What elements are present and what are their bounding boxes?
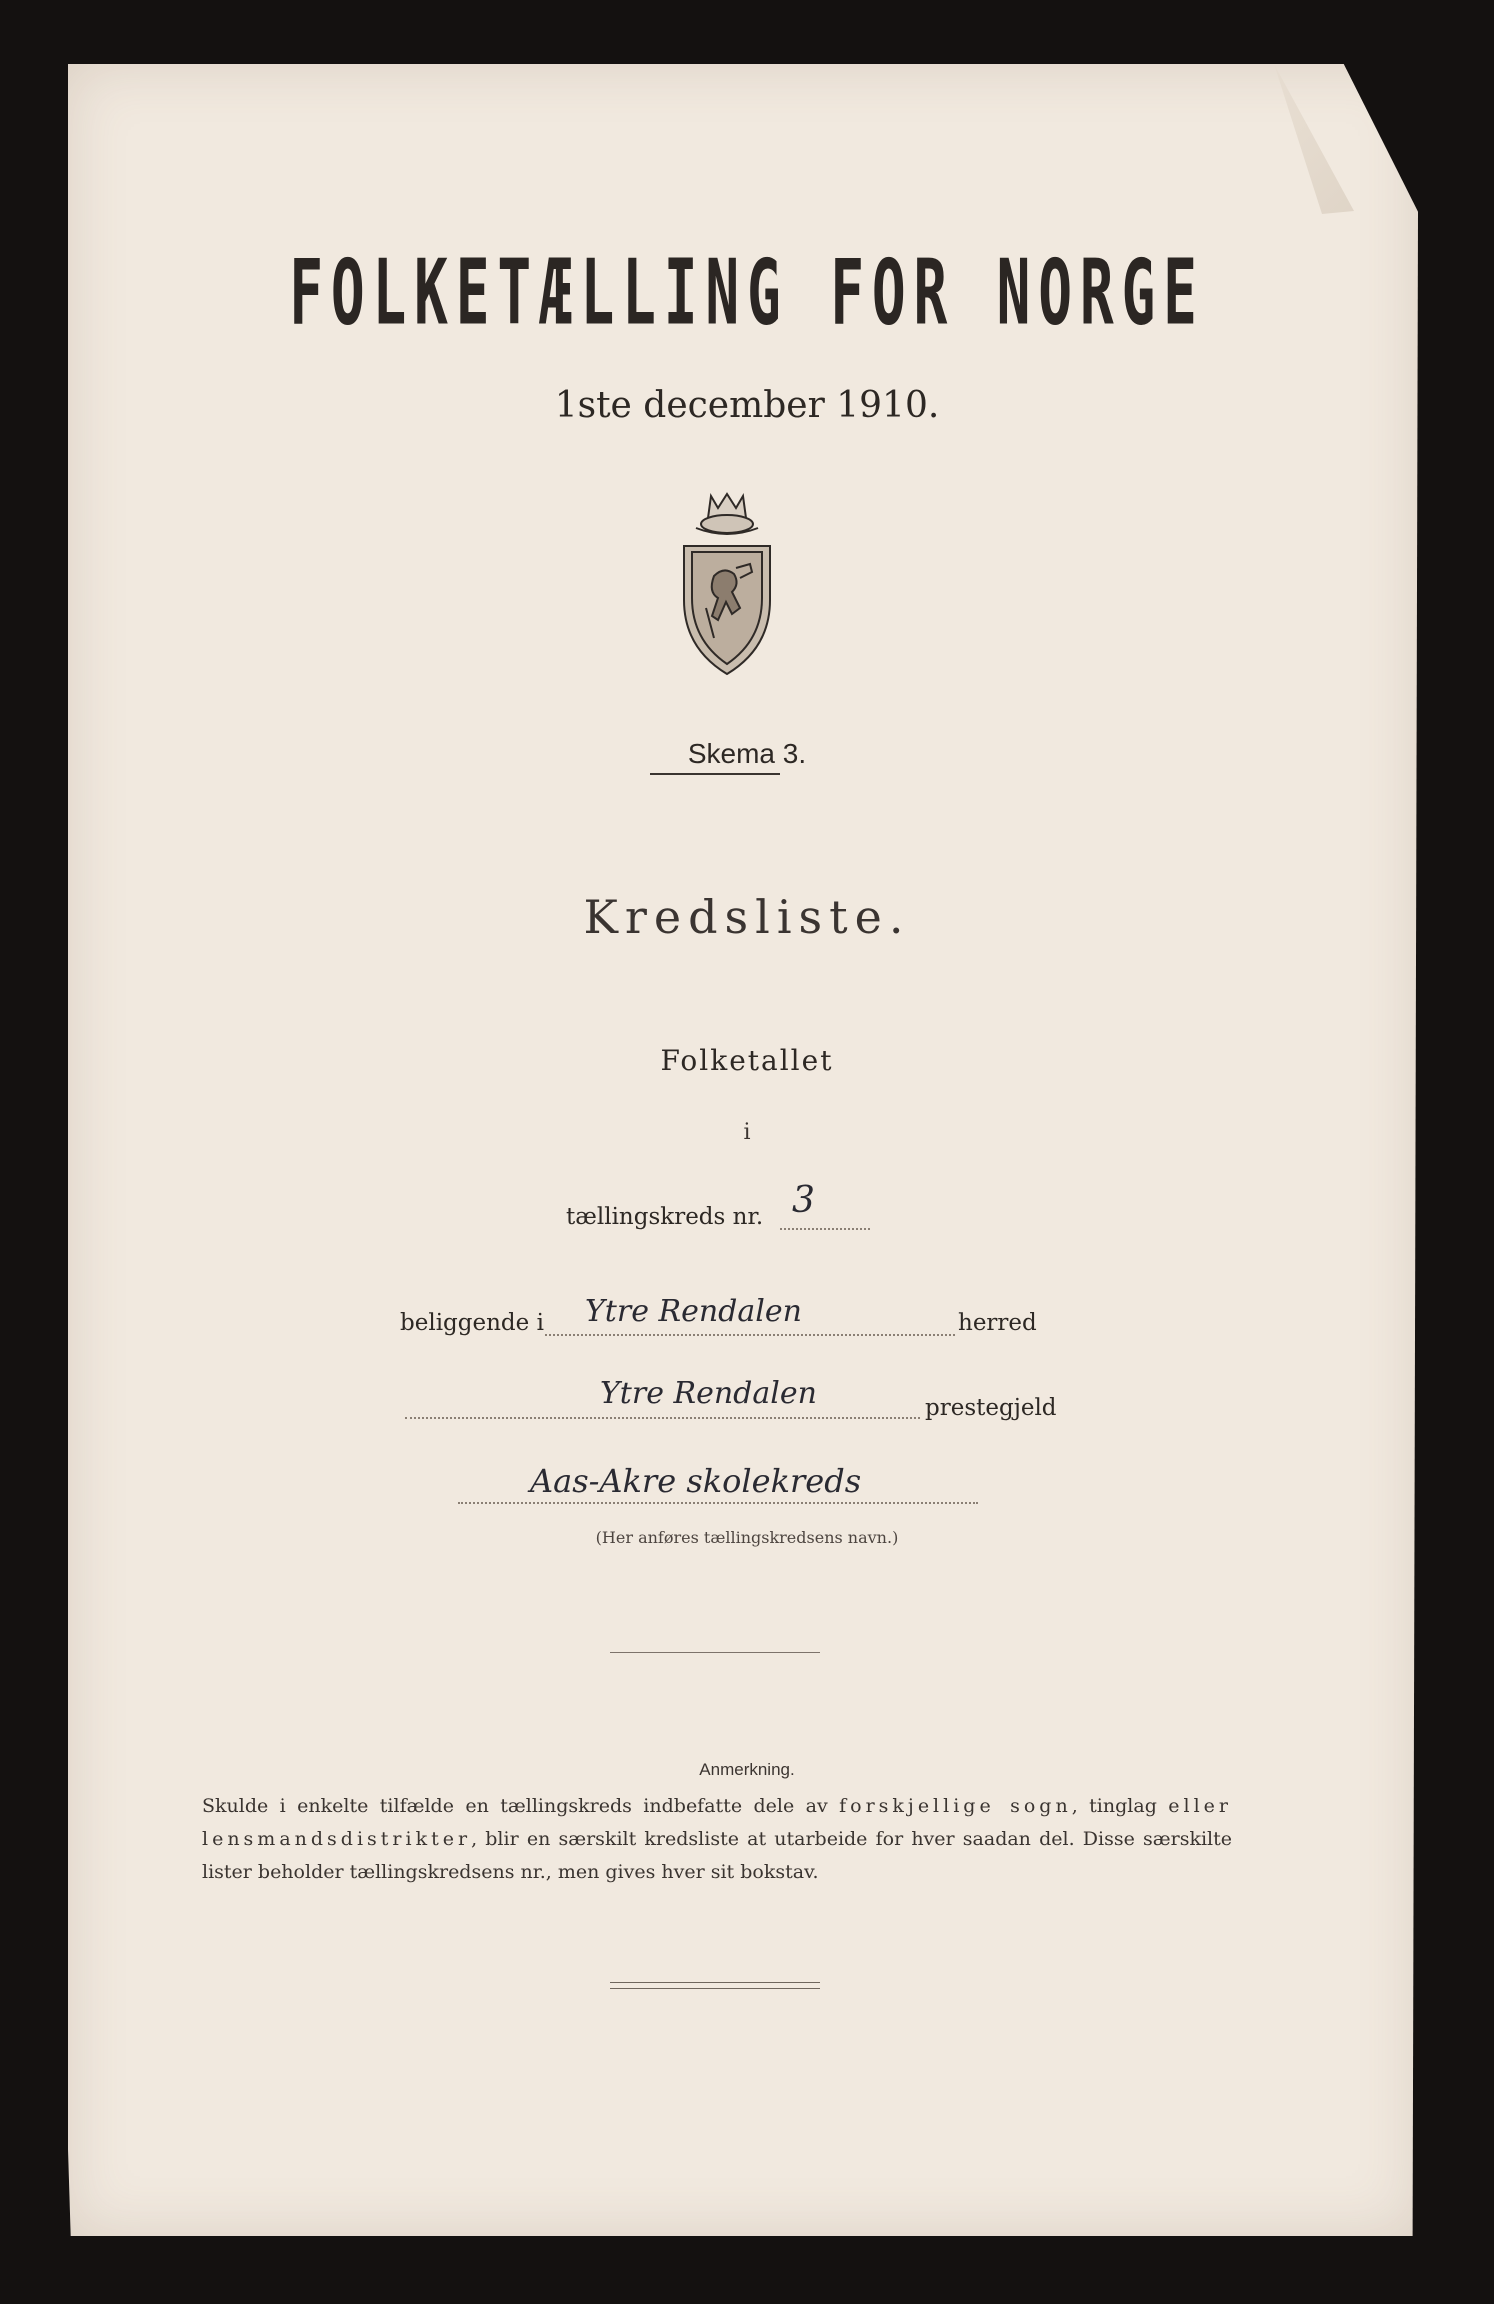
located-in-label: beliggende i bbox=[400, 1310, 544, 1336]
prestegjeld-value: Ytre Rendalen bbox=[600, 1376, 817, 1411]
note-text-spaced1: forskjellige sogn bbox=[839, 1795, 1072, 1817]
census-date: 1ste december 1910. bbox=[554, 385, 940, 426]
bottom-rule-1 bbox=[610, 1982, 820, 1983]
separator-rule bbox=[610, 1652, 820, 1653]
prestegjeld-dotted-line bbox=[405, 1417, 920, 1419]
herred-dotted-line bbox=[545, 1334, 955, 1336]
schema-label: Skema 3. bbox=[687, 738, 807, 769]
note-heading: Anmerkning. bbox=[699, 1760, 795, 1779]
note-text-part1: Skulde i enkelte tilfælde en tællingskreds indbefatte dele av bbox=[202, 1795, 840, 1817]
schema-underline bbox=[650, 773, 780, 775]
preposition-i: i bbox=[743, 1120, 751, 1145]
herred-label: herred bbox=[958, 1310, 1037, 1336]
district-name-caption: (Her anføres tællingskredsens navn.) bbox=[595, 1528, 899, 1547]
district-number-value: 3 bbox=[792, 1180, 815, 1221]
district-number-label: tællingskreds nr. bbox=[566, 1204, 764, 1230]
district-number-dotted-line bbox=[780, 1228, 870, 1230]
herred-value: Ytre Rendalen bbox=[585, 1294, 802, 1329]
note-text-part3: , blir en særskilt kredsliste at utarbeide for hver saadan del. Disse særskilte lister beholder tællingskredsens nr., men gives hver sit bokstav. bbox=[202, 1828, 1232, 1883]
list-title: Kredsliste. bbox=[583, 890, 911, 944]
note-text-part2: , tinglag bbox=[1071, 1795, 1169, 1817]
prestegjeld-label: prestegjeld bbox=[925, 1395, 1057, 1421]
note-text bbox=[202, 1790, 1232, 1889]
note-text-spaced2: eller lensmandsdistrikter bbox=[202, 1795, 1233, 1850]
coat-of-arms-icon bbox=[666, 488, 788, 678]
population-heading: Folketallet bbox=[660, 1044, 834, 1077]
document-title: FOLKETÆLLING FOR NORGE bbox=[289, 239, 1205, 345]
bottom-rule-2 bbox=[610, 1988, 820, 1989]
district-name-value: Aas-Akre skolekreds bbox=[530, 1462, 862, 1500]
district-name-dotted-line bbox=[458, 1502, 978, 1504]
